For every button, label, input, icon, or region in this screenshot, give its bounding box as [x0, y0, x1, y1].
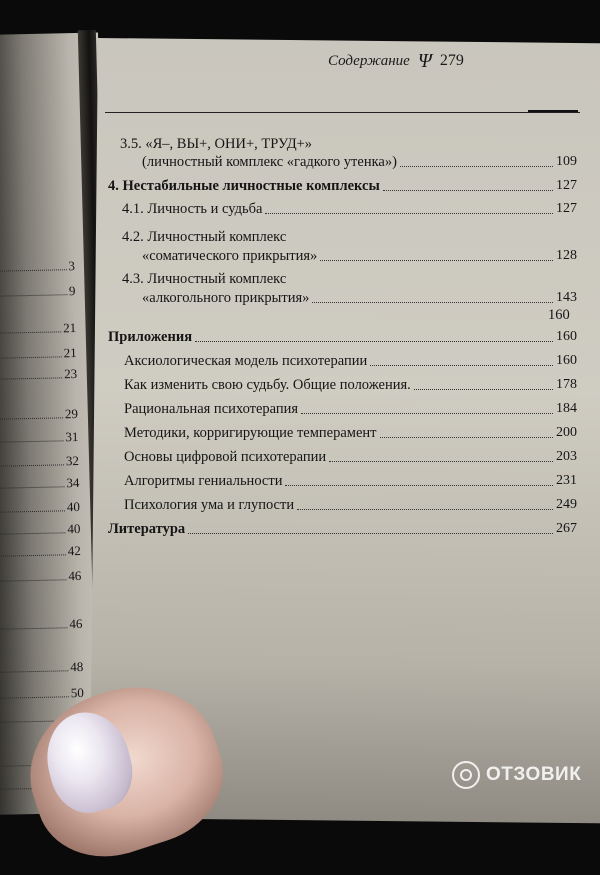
toc-appendix-item: [124, 496, 577, 514]
toc-entry-title: Рациональная психотерапия: [124, 401, 299, 417]
toc-entry-4-3: [142, 289, 577, 307]
left-page-number: 23: [63, 366, 78, 382]
left-page-number: 46: [68, 567, 82, 584]
toc-entry-4-3-line1: 4.3. Личностный комплекс: [122, 271, 287, 287]
toc-literature-page: 267: [556, 521, 577, 536]
toc-entry-page: 200: [556, 425, 577, 440]
toc-chapter-4: [108, 177, 577, 195]
left-toc-entry: [0, 283, 76, 301]
toc-chapter-title: 4. Нестабильные личностные комплексы: [108, 178, 380, 194]
toc-entry-page: 160: [556, 353, 577, 368]
toc-appendix: [108, 328, 577, 346]
toc-entry-title: Психология ума и глупости: [124, 497, 295, 513]
header-page-number: 279: [439, 52, 464, 69]
left-page-number: 9: [68, 283, 76, 299]
toc-entry-page: 178: [556, 377, 577, 392]
otzovik-logo-icon: [452, 761, 480, 789]
left-page-number: 48: [70, 658, 84, 675]
left-page-number: 34: [66, 475, 80, 491]
toc-entry-page: 231: [556, 473, 577, 488]
toc-entry-title: Основы цифровой психотерапии: [124, 449, 327, 465]
left-page-number: 50: [70, 684, 84, 701]
left-toc-entry: [0, 568, 82, 586]
toc-entry-page: 249: [556, 497, 577, 512]
toc-appendix-item: [124, 400, 577, 418]
toc-entry-3-5-line1: 3.5. «Я–, ВЫ+, ОНИ+, ТРУД+»: [120, 136, 313, 152]
toc-chapter-page: 127: [556, 178, 577, 193]
watermark-text: ОТЗОВИК: [486, 764, 582, 785]
left-toc-entry: [0, 475, 80, 493]
left-toc-entry: [0, 616, 83, 634]
toc-appendix-item: [124, 424, 577, 442]
toc-entry-page: 203: [556, 449, 577, 464]
toc-appendix-item: [124, 448, 577, 466]
left-page-number: 46: [69, 615, 83, 632]
left-toc-entry: [0, 499, 80, 517]
left-toc-entry: [0, 453, 79, 471]
toc-entry-title: Алгоритмы гениальности: [124, 473, 283, 489]
header-title: Содержание: [328, 52, 410, 69]
psi-symbol: Ψ: [417, 49, 432, 72]
toc-entry-4-1: [122, 200, 577, 218]
toc-entry-title: «соматического прикрытия»: [142, 248, 318, 264]
toc-entry-title: Как изменить свою судьбу. Общие положения.: [124, 377, 411, 393]
toc-entry-page: 109: [556, 154, 577, 169]
toc-entry-page: 128: [556, 248, 577, 263]
left-page-number: 40: [67, 521, 81, 537]
toc-literature-title: Литература: [108, 521, 186, 537]
left-page-number: 29: [64, 406, 79, 422]
left-page-number: 40: [66, 499, 81, 515]
toc-appendix-item: [124, 376, 577, 394]
left-page-number: 42: [67, 543, 81, 559]
left-page-number: 3: [68, 258, 76, 274]
toc-appendix-page: 160: [556, 329, 577, 344]
running-header: [328, 50, 578, 72]
left-page-number: 21: [62, 320, 77, 336]
left-toc-entry: [0, 685, 84, 703]
toc-entry-title: «алкогольного прикрытия»: [142, 290, 310, 306]
left-toc-entry: [0, 366, 77, 384]
toc-entry-title: (личностный комплекс «гадкого утенка»): [142, 154, 397, 170]
left-toc-entry: [0, 543, 81, 561]
left-page-number: 31: [65, 429, 79, 445]
toc-appendix-title: Приложения: [108, 329, 193, 345]
toc-literature: [108, 520, 577, 538]
left-toc-entry: [0, 429, 79, 447]
left-toc-entry: [0, 345, 77, 363]
toc-entry-4-2: [142, 247, 577, 265]
toc-appendix-item: [124, 352, 577, 370]
toc-appendix-item: [124, 472, 577, 490]
toc-stray-page-number: 160: [548, 307, 570, 323]
toc-entry-title: Аксиологическая модель психотерапии: [124, 353, 368, 369]
toc-entry-title: 4.1. Личность и судьба: [122, 201, 263, 217]
left-toc-entry: [0, 406, 78, 424]
header-rule-thick: [528, 110, 578, 112]
left-page-number: 32: [65, 453, 80, 469]
left-toc-entry: [0, 659, 83, 677]
toc-entry-page: 184: [556, 401, 577, 416]
watermark: [452, 758, 600, 792]
header-rule: [105, 112, 580, 113]
left-page-number: 21: [63, 345, 77, 361]
left-toc-entry: [0, 320, 76, 338]
toc-entry-3-5: [142, 153, 577, 171]
toc-entry-page: 127: [556, 201, 577, 216]
toc-entry-4-2-line1: 4.2. Личностный комплекс: [122, 229, 287, 245]
toc-entry-title: Методики, корригирующие темперамент: [124, 425, 377, 441]
toc-entry-page: 143: [556, 290, 577, 305]
left-toc-entry: [0, 258, 75, 276]
left-toc-entry: [0, 521, 81, 539]
